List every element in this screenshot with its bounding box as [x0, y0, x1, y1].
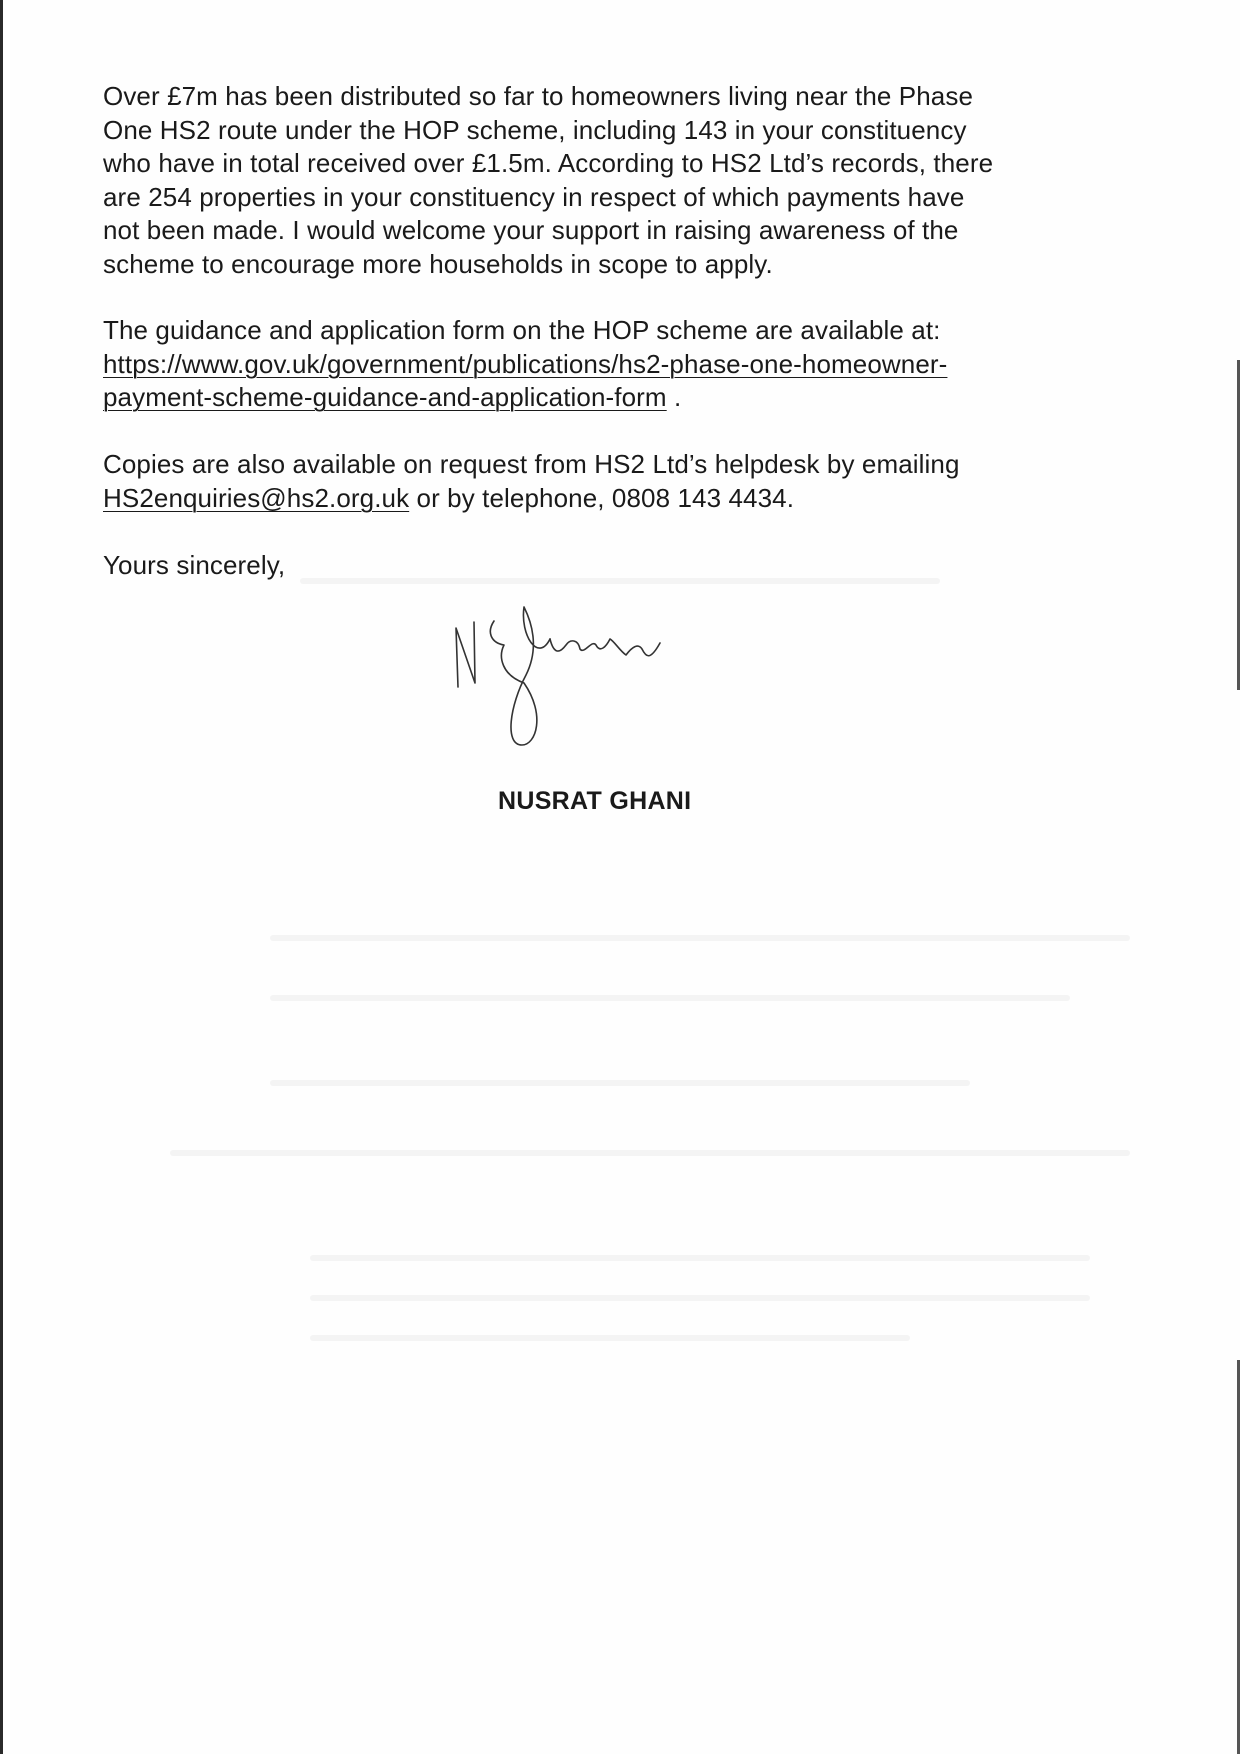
show-through-mark — [310, 1255, 1090, 1261]
text-line: not been made. I would welcome your support in raising awareness of the — [103, 215, 959, 245]
helpdesk-contact-line — [103, 482, 1133, 516]
guidance-link[interactable]: https://www.gov.uk/government/publications/hs2-phase-one-homeowner- — [103, 348, 948, 379]
handwritten-signature — [450, 595, 710, 755]
email-link[interactable]: HS2enquiries@hs2.org.uk — [103, 482, 410, 513]
telephone-text: or by telephone, 0808 143 4434. — [409, 482, 795, 513]
signer-name: NUSRAT GHANI — [498, 787, 692, 815]
text-line: One HS2 route under the HOP scheme, including 143 in your constituency — [103, 114, 967, 145]
show-through-mark — [270, 1080, 970, 1086]
show-through-mark — [310, 1295, 1090, 1301]
closing-salutation: Yours sincerely, — [103, 550, 286, 580]
paragraph-guidance — [103, 314, 1133, 415]
show-through-mark — [170, 1150, 1130, 1156]
guidance-url-line1 — [103, 348, 1133, 382]
text-line: are 254 properties in your constituency in respect of which payments have — [103, 181, 965, 212]
paragraph-helpdesk — [103, 448, 1133, 515]
show-through-mark — [270, 935, 1130, 941]
paragraph-hop-payments — [103, 80, 1133, 281]
text-line: Copies are also available on request from HS2 Ltd’s helpdesk by emailing — [103, 449, 960, 479]
url-suffix: . — [666, 382, 682, 412]
text-line: who have in total received over £1.5m. According to HS2 Ltd’s records, there — [103, 148, 994, 178]
text-line: Over £7m has been distributed so far to homeowners living near the Phase — [103, 81, 974, 111]
show-through-mark — [310, 1335, 910, 1341]
text-line: The guidance and application form on the HOP scheme are available at: — [103, 315, 941, 345]
scan-edge-left — [0, 0, 3, 1754]
guidance-link-continued[interactable]: payment-scheme-guidance-and-application-form — [103, 382, 667, 412]
show-through-mark — [270, 995, 1070, 1001]
text-line: scheme to encourage more households in scope to apply. — [103, 248, 773, 279]
guidance-url-line2 — [103, 381, 1133, 415]
